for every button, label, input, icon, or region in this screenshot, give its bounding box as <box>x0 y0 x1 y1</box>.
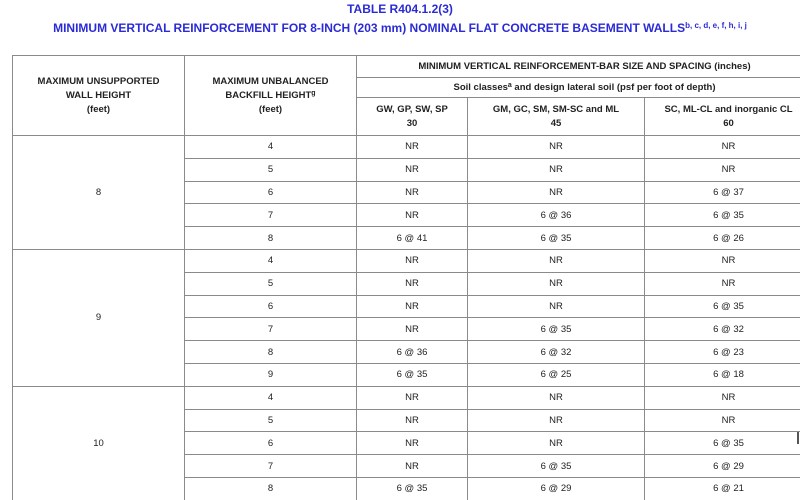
header-wall-height <box>13 56 185 136</box>
soil-2-cell: 6 @ 35 <box>468 227 645 250</box>
header-backfill-height-line1: MAXIMUM UNBALANCED <box>212 75 329 87</box>
soil-3-cell: 6 @ 35 <box>645 204 800 227</box>
backfill-cell: 9 <box>185 363 357 386</box>
soil-3-cell: 6 @ 29 <box>645 455 800 478</box>
soil-1-cell: NR <box>357 136 468 159</box>
soil-1-cell: NR <box>357 409 468 432</box>
backfill-cell: 6 <box>185 432 357 455</box>
soil-3-cell: 6 @ 35 <box>645 295 800 318</box>
soil-1-cell: NR <box>357 455 468 478</box>
soil-class-2-name: GM, GC, SM, SM-SC and ML <box>492 103 620 115</box>
wall-height-cell: 10 <box>13 386 185 500</box>
soil-1-cell: 6 @ 36 <box>357 341 468 364</box>
soil-1-cell: NR <box>357 295 468 318</box>
backfill-cell: 6 <box>185 295 357 318</box>
backfill-cell: 7 <box>185 455 357 478</box>
soil-3-cell: NR <box>645 409 800 432</box>
soil-2-cell: NR <box>468 272 645 295</box>
soil-2-cell: 6 @ 35 <box>468 455 645 478</box>
soil-3-cell: NR <box>645 272 800 295</box>
soil-1-cell: NR <box>357 204 468 227</box>
header-soil-title <box>357 78 800 98</box>
header-soil-class-1 <box>357 98 468 136</box>
soil-3-cell: 6 @ 32 <box>645 318 800 341</box>
backfill-cell: 4 <box>185 249 357 272</box>
soil-2-cell: NR <box>468 158 645 181</box>
header-soil-title-b: and design lateral soil (psf per foot of depth) <box>511 82 716 93</box>
soil-class-2-psf: 45 <box>550 117 562 129</box>
soil-3-cell: 6 @ 26 <box>645 227 800 250</box>
soil-2-cell: NR <box>468 432 645 455</box>
header-soil-class-3 <box>645 98 800 136</box>
header-backfill-height-line3: (feet) <box>258 103 283 115</box>
soil-class-1-psf: 30 <box>406 117 418 129</box>
backfill-cell: 8 <box>185 477 357 500</box>
table-row <box>13 249 800 272</box>
backfill-cell: 5 <box>185 158 357 181</box>
soil-2-cell: NR <box>468 249 645 272</box>
soil-2-cell: 6 @ 35 <box>468 318 645 341</box>
subtitle-footnotes: b, c, d, e, f, h, i, j <box>685 21 747 30</box>
soil-1-cell: NR <box>357 249 468 272</box>
soil-2-cell: 6 @ 32 <box>468 341 645 364</box>
soil-3-cell: NR <box>645 158 800 181</box>
table-row <box>13 136 800 159</box>
soil-3-cell: NR <box>645 249 800 272</box>
header-wall-height-line1: MAXIMUM UNSUPPORTED <box>37 75 160 87</box>
header-group-title: MINIMUM VERTICAL REINFORCEMENT-BAR SIZE AND SPACING (inches) <box>357 56 800 78</box>
wall-height-cell: 9 <box>13 249 185 386</box>
reinforcement-table <box>12 55 800 500</box>
header-backfill-height-line2: BACKFILL HEIGHT <box>225 89 312 101</box>
soil-2-cell: NR <box>468 386 645 409</box>
soil-3-cell: 6 @ 37 <box>645 181 800 204</box>
table-row <box>13 386 800 409</box>
header-wall-height-line2: WALL HEIGHT <box>65 89 132 101</box>
soil-2-cell: 6 @ 36 <box>468 204 645 227</box>
backfill-cell: 4 <box>185 386 357 409</box>
soil-2-cell: 6 @ 25 <box>468 363 645 386</box>
soil-3-cell: 6 @ 18 <box>645 363 800 386</box>
soil-class-3-psf: 60 <box>723 117 734 129</box>
soil-2-cell: NR <box>468 181 645 204</box>
table-body <box>13 136 800 500</box>
backfill-cell: 7 <box>185 318 357 341</box>
soil-class-3-name: SC, ML-CL and inorganic CL <box>664 103 793 115</box>
backfill-cell: 5 <box>185 409 357 432</box>
soil-1-cell: NR <box>357 272 468 295</box>
backfill-cell: 7 <box>185 204 357 227</box>
soil-1-cell: NR <box>357 158 468 181</box>
soil-2-cell: 6 @ 29 <box>468 477 645 500</box>
backfill-cell: 5 <box>185 272 357 295</box>
backfill-cell: 6 <box>185 181 357 204</box>
header-wall-height-line3: (feet) <box>86 103 111 115</box>
soil-2-cell: NR <box>468 409 645 432</box>
soil-3-cell: NR <box>645 386 800 409</box>
page-edge-mark <box>797 432 799 444</box>
header-backfill-footnote: g <box>311 89 316 97</box>
backfill-cell: 8 <box>185 341 357 364</box>
backfill-cell: 8 <box>185 227 357 250</box>
soil-1-cell: 6 @ 35 <box>357 477 468 500</box>
soil-3-cell: 6 @ 23 <box>645 341 800 364</box>
backfill-cell: 4 <box>185 136 357 159</box>
header-soil-title-a: Soil classes <box>453 82 508 93</box>
soil-3-cell: 6 @ 35 <box>645 432 800 455</box>
soil-2-cell: NR <box>468 136 645 159</box>
soil-2-cell: NR <box>468 295 645 318</box>
table-subtitle-text: MINIMUM VERTICAL REINFORCEMENT FOR 8-INCH (203 mm) NOMINAL FLAT CONCRETE BASEMENT WALLS <box>53 21 686 35</box>
header-soil-class-2 <box>468 98 645 136</box>
wall-height-cell: 8 <box>13 136 185 250</box>
table-subtitle <box>0 19 800 37</box>
header-soil-footnote: a <box>507 82 512 89</box>
soil-3-cell: 6 @ 21 <box>645 477 800 500</box>
header-backfill-height <box>185 56 357 136</box>
soil-1-cell: NR <box>357 432 468 455</box>
soil-1-cell: 6 @ 41 <box>357 227 468 250</box>
soil-3-cell: NR <box>645 136 800 159</box>
table-title: TABLE R404.1.2(3) <box>347 2 453 16</box>
soil-1-cell: NR <box>357 181 468 204</box>
soil-1-cell: NR <box>357 386 468 409</box>
soil-1-cell: NR <box>357 318 468 341</box>
soil-class-1-name: GW, GP, SW, SP <box>376 103 448 115</box>
soil-1-cell: 6 @ 35 <box>357 363 468 386</box>
